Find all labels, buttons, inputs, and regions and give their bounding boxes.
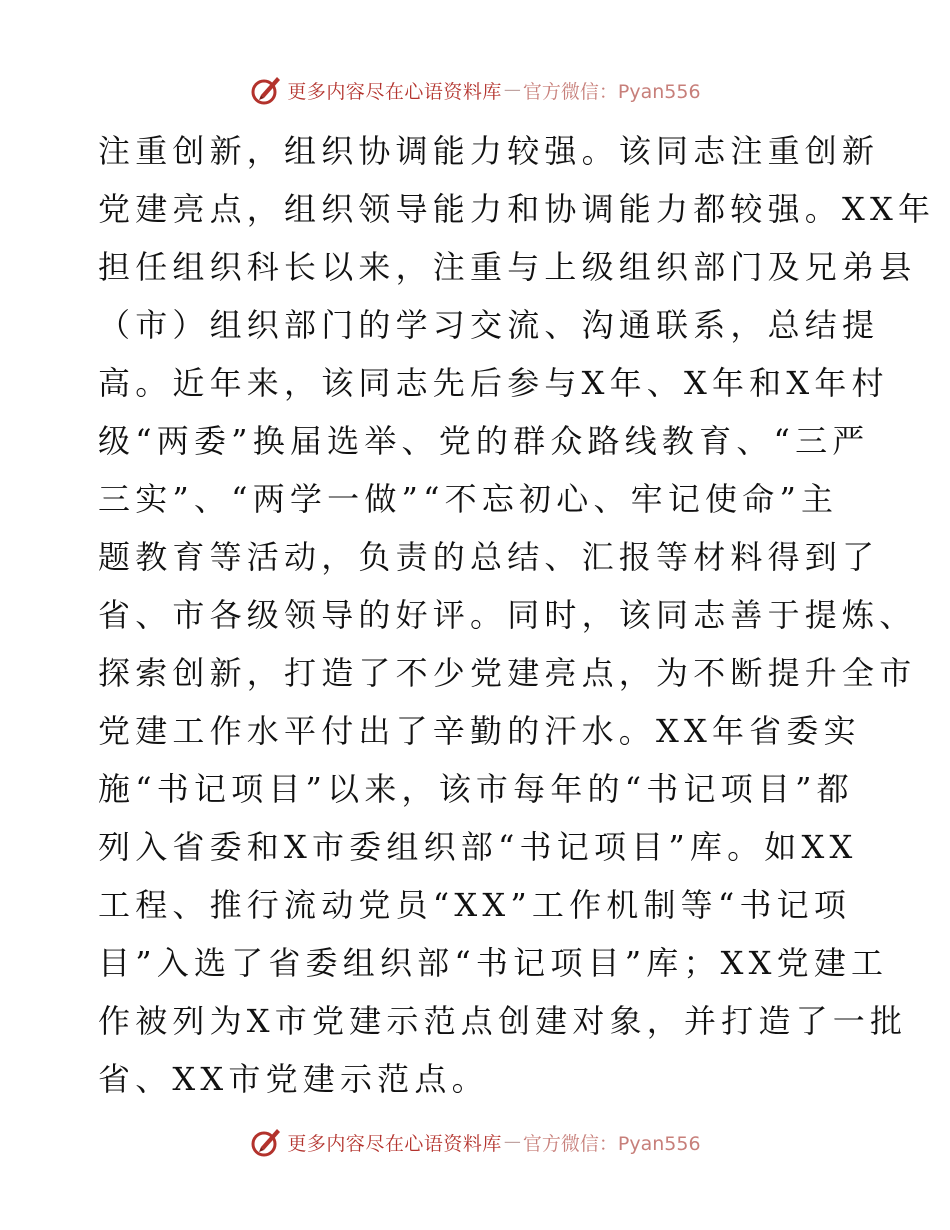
text-line: 党建亮点，组织领导能力和协调能力都较强。XX年 xyxy=(98,190,936,228)
banner-main-text: 更多内容尽在心语资料库 xyxy=(287,80,502,103)
header-watermark-banner xyxy=(0,70,950,110)
text-line: 担任组织科长以来，注重与上级组织部门及兄弟县 xyxy=(98,248,917,286)
text-line: 三实”、“两学一做”“不忘初心、牢记使命”主 xyxy=(98,480,839,518)
banner-dash: — xyxy=(503,80,521,100)
text-line: 党建工作水平付出了辛勤的汗水。XX年省委实 xyxy=(98,712,861,750)
banner-wechat-text: 官方微信：Pyan556 xyxy=(522,1132,701,1155)
banner-wechat-text: 官方微信：Pyan556 xyxy=(522,80,701,103)
text-line: 高。近年来，该同志先后参与X年、X年和X年村 xyxy=(98,364,889,402)
text-line: 施“书记项目”以来，该市每年的“书记项目”都 xyxy=(98,770,854,808)
text-line: 作被列为X市党建示范点创建对象，并打造了一批 xyxy=(98,1002,908,1040)
text-line: 题教育等活动，负责的总结、汇报等材料得到了 xyxy=(98,538,880,576)
text-line: 省、市各级领导的好评。同时，该同志善于提炼、 xyxy=(98,596,917,634)
banner-dash: — xyxy=(503,1132,521,1152)
banner-main-text: 更多内容尽在心语资料库 xyxy=(287,1132,502,1155)
text-line: 省、XX市党建示范点。 xyxy=(98,1060,489,1098)
text-line: 注重创新，组织协调能力较强。该同志注重创新 xyxy=(98,132,880,170)
document-body xyxy=(98,122,936,1108)
text-line: 工程、推行流动党员“XX”工作机制等“书记项 xyxy=(98,886,852,924)
footer-watermark-banner xyxy=(0,1122,950,1162)
text-line: 探索创新，打造了不少党建亮点，为不断提升全市 xyxy=(98,654,917,692)
text-line: （市）组织部门的学习交流、沟通联系，总结提 xyxy=(98,306,880,344)
text-line: 列入省委和X市委组织部“书记项目”库。如XX xyxy=(98,828,858,866)
quill-pen-logo-icon xyxy=(249,73,283,107)
quill-pen-logo-icon xyxy=(249,1125,283,1159)
text-line: 目”入选了省委组织部“书记项目”库；XX党建工 xyxy=(98,944,889,982)
text-line: 级“两委”换届选举、党的群众路线教育、“三严 xyxy=(98,422,870,460)
